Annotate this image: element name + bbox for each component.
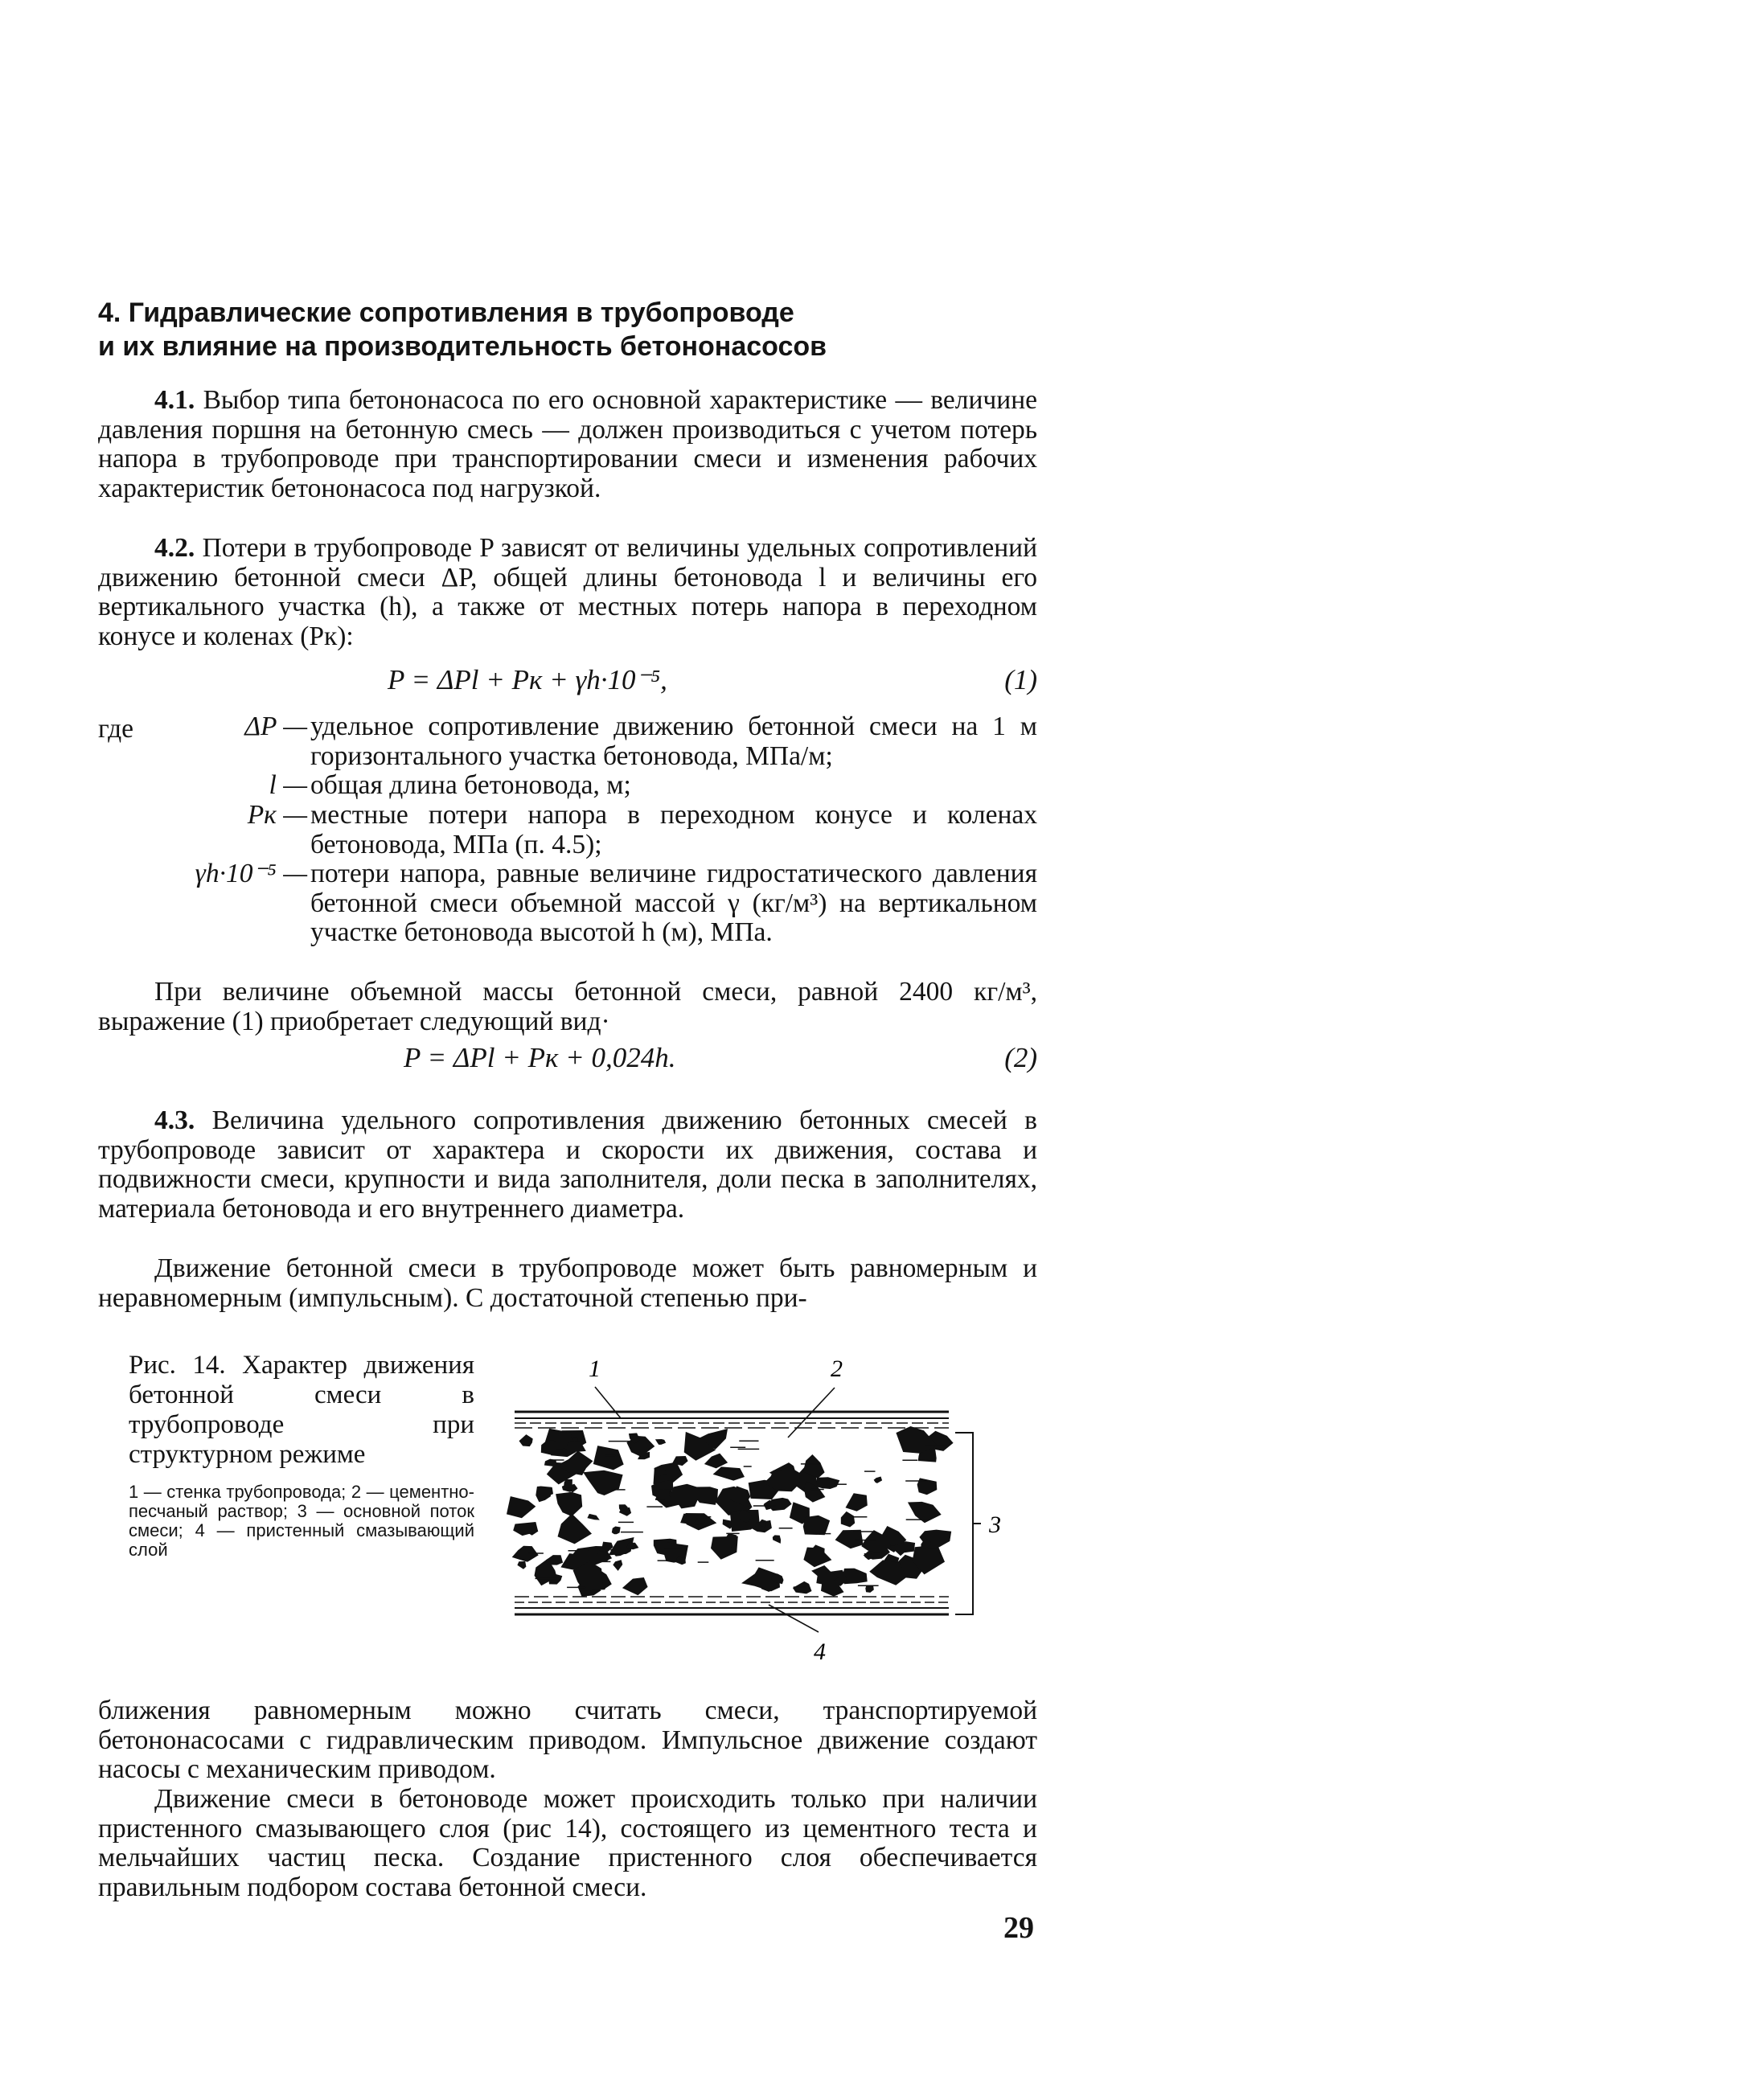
paragraph-number: 4.2. [154,533,195,563]
aggregate-particle [817,1477,840,1489]
heading-line-2: и их влияние на производительность бетононасосов [98,331,827,362]
aggregate-particle [512,1546,539,1562]
aggregate-particle [587,1514,599,1520]
aggregate-particle [546,1555,563,1565]
paragraph-density [98,978,1037,1036]
where-label: где [98,714,133,744]
aggregate-particle [773,1535,781,1544]
paragraph-4-3 [98,1106,1037,1224]
where-text: местные потери напора в переходном конусе и коленах бетоновода, МПа (п. 4.5); [310,800,1037,859]
section-heading [98,296,902,363]
aggregate-particle [593,1446,624,1470]
pipe-flow-figure [499,1343,1045,1672]
figure-label-2: 2 [831,1356,843,1382]
aggregate-particle [713,1466,745,1480]
paragraph-text: Величина удельного сопротивления движению бетонных смесей в трубопроводе зависит от характера и скорости их движения, состава и подвижности смеси, крупности и вида заполнителя, доли песка в заполнителях, материала бетоновода и его внутреннего диаметра. [98,1105,1038,1224]
paragraph-number: 4.3. [154,1105,195,1135]
equation-2 [98,1042,1037,1074]
paragraph-text: Движение смеси в бетоноводе может происходить только при наличии пристенного смазывающего слоя (рис 14), состоящего из цементного теста и мельчайших частиц песка. Создание пристенного слоя обеспечивается правильным подбором состава бетонной смеси. [98,1784,1037,1902]
paragraph-last [98,1785,1037,1902]
aggregate-particle [613,1560,622,1571]
aggregate-particle [536,1487,552,1503]
equation-number: (1) [1004,664,1037,695]
aggregate-particle [869,1560,905,1585]
paragraph-number: 4.1. [154,385,195,415]
paragraph-text: Потери в трубопроводе P зависят от величины удельных сопротивлений движению бетонной смеси ΔP, общей длины бетоновода l и величины его вертикального участка (h), а также от местных потерь напора в переходном конусе и коленах (Pк): [98,533,1038,651]
where-text: общая длина бетоновода, м; [310,770,631,800]
aggregate-particle [612,1527,621,1535]
figure-label-4: 4 [814,1639,826,1665]
aggregate-particle [846,1493,868,1511]
equation-body: P = ΔPl + Pк + γh·10⁻⁵, [388,664,667,695]
figure-legend: 1 — стенка трубопровода; 2 — цементно-песчаный раствор; 3 — основной поток смеси; 4 — пристенный смазывающий слой [129,1482,474,1560]
pipe-wall-top [515,1412,949,1428]
aggregate-particle [507,1496,536,1518]
paragraph-4-1 [98,386,1037,503]
paragraph-motion [98,1254,1037,1313]
flow-bracket [955,1433,981,1614]
where-text: потери напора, равные величине гидростатического давления бетонной смеси объемной массой γ (кг/м³) на вертикальном участке бетоновода высотой h (м), МПа. [310,859,1037,947]
paragraph-4-2 [98,534,1037,651]
where-symbol: Pк — [247,800,307,830]
paragraph-text: Выбор типа бетононасоса по его основной характеристике — величине давления поршня на бетонную смесь — должен производиться с учетом потерь напора в трубопроводе при транспортировании смеси и изменения рабочих характеристик бетононасоса под нагрузкой. [98,385,1037,503]
page-number: 29 [1003,1911,1034,1945]
aggregate-particle [583,1470,622,1495]
paragraph-text: Движение бетонной смеси в трубопроводе может быть равномерным и неравномерным (импульсным). С достаточной степенью при- [98,1253,1037,1313]
aggregate-particle [769,1498,792,1511]
pipe-wall-bottom [515,1597,949,1614]
aggregate-particle [517,1561,526,1569]
aggregate-particle [803,1548,831,1568]
aggregate-particle [835,1530,864,1548]
aggregate-particle [558,1514,593,1544]
where-symbol: l — [269,770,307,800]
where-symbol: γh·10⁻⁵ — [195,859,307,888]
aggregate-particle [622,1577,648,1595]
aggregate-particle [841,1511,855,1528]
equation-1 [98,664,1037,696]
aggregate-particle [704,1454,728,1469]
where-symbol: ΔP — [244,712,307,741]
aggregate-particle [803,1516,830,1535]
aggregate-particle [655,1439,666,1445]
figure-label-1: 1 [589,1356,601,1382]
paragraph-text: При величине объемной массы бетонной смеси, равной 2400 кг/м³, выражение (1) приобретает следующий вид· [98,977,1037,1036]
where-text: удельное сопротивление движению бетонной смеси на 1 м горизонтального участка бетоновода, МПа/м; [310,712,1037,771]
aggregate-particle [519,1434,533,1446]
heading-line-1: 4. Гидравлические сопротивления в трубопроводе [98,297,794,328]
equation-body: P = ΔPl + Pк + 0,024h. [404,1042,676,1073]
aggregate-particle [842,1569,867,1585]
paragraph-text: ближения равномерным можно считать смеси, транспортируемой бетононасосами с гидравлическим приводом. Импульсное движение создают насосы с механическим приводом. [98,1696,1037,1784]
aggregate-particles [507,1426,954,1597]
aggregate-particle [556,1492,582,1516]
aggregate-particle [874,1477,883,1483]
figure-label-3: 3 [989,1511,1001,1538]
equation-number: (2) [1004,1042,1037,1073]
figure-caption: Рис. 14. Характер движения бетонной смеси в трубопроводе при структурном режиме [129,1351,474,1469]
paragraph-continuation [98,1696,1037,1785]
